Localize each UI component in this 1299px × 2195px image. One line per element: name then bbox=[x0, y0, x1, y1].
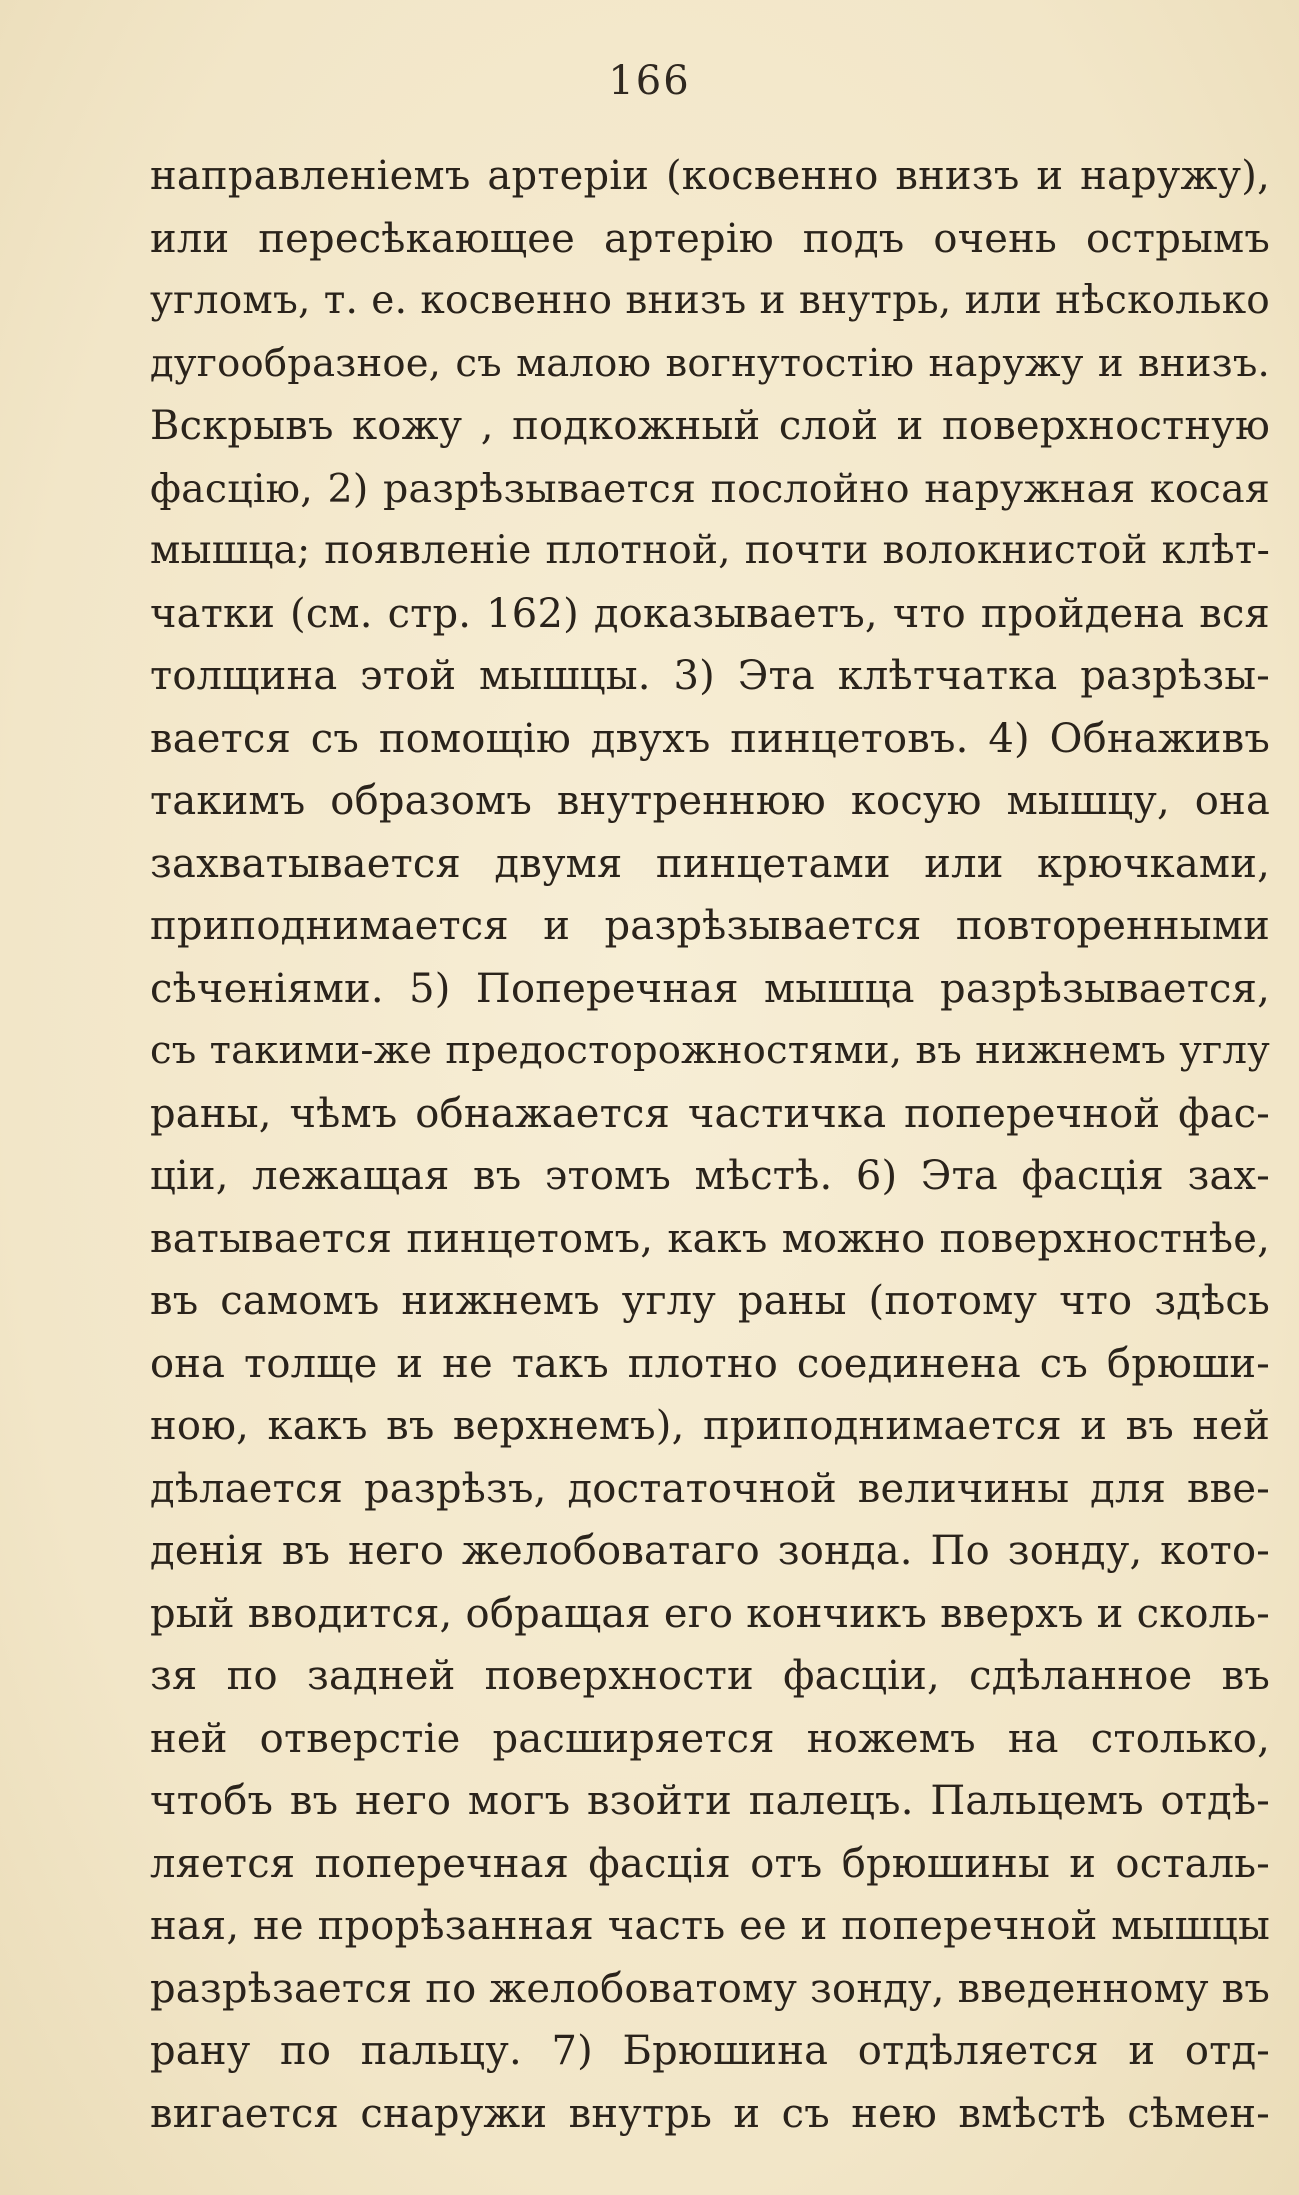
text-line: сѣченіями. 5) Поперечная мышца разрѣзывается, bbox=[150, 965, 1270, 1012]
text-line: въ самомъ нижнемъ углу раны (потому что здѣсь bbox=[150, 1278, 1270, 1324]
text-line: угломъ, т. е. косвенно внизъ и внутрь, или нѣсколько bbox=[150, 278, 1270, 323]
text-line: чтобъ въ него могъ взойти палецъ. Пальцемъ отдѣ- bbox=[150, 1778, 1270, 1824]
text-line: вается съ помощію двухъ пинцетовъ. 4) Обнаживъ bbox=[150, 715, 1270, 762]
text-line: или пересѣкающее артерію подъ очень острымъ bbox=[150, 215, 1270, 262]
text-line: ватывается пинцетомъ, какъ можно поверхностнѣе, bbox=[150, 1215, 1270, 1262]
text-line: раны, чѣмъ обнажается частичка поперечной фас- bbox=[150, 1090, 1270, 1137]
text-line: дѣлается разрѣзъ, достаточной величины для вве- bbox=[150, 1465, 1270, 1512]
text-line: дугообразное, съ малою вогнутостію наружу и внизъ. bbox=[150, 340, 1270, 386]
text-line: ціи, лежащая въ этомъ мѣстѣ. 6) Эта фасція зах- bbox=[150, 1153, 1270, 1199]
text-line: она толще и не такъ плотно соединена съ брюши- bbox=[150, 1340, 1270, 1387]
text-line: ляется поперечная фасція отъ брюшины и осталь- bbox=[150, 1840, 1270, 1887]
page-number: 166 bbox=[608, 58, 691, 104]
text-line: направленіемъ артеріи (косвенно внизъ и наружу), bbox=[150, 153, 1270, 199]
text-line: Вскрывъ кожу , подкожный слой и поверхностную bbox=[150, 403, 1270, 449]
text-line: мышца; появленіе плотной, почти волокнистой клѣт- bbox=[150, 528, 1270, 573]
text-line: толщина этой мышцы. 3) Эта клѣтчатка разрѣзы- bbox=[150, 653, 1270, 699]
text-line: ней отверстіе расширяется ножемъ на столько, bbox=[150, 1715, 1270, 1762]
text-line: чатки (см. стр. 162) доказываетъ, что пройдена вся bbox=[150, 590, 1270, 637]
text-line: приподнимается и разрѣзывается повторенными bbox=[150, 903, 1270, 949]
text-line: захватывается двумя пинцетами или крючками, bbox=[150, 840, 1270, 887]
text-line: разрѣзается по желобоватому зонду, введенному въ bbox=[150, 1965, 1270, 2012]
text-line: вигается снаружи внутрь и съ нею вмѣстѣ сѣмен- bbox=[150, 2090, 1270, 2137]
text-line: рану по пальцу. 7) Брюшина отдѣляется и отд- bbox=[150, 2028, 1270, 2074]
text-line: ною, какъ въ верхнемъ), приподнимается и въ ней bbox=[150, 1403, 1270, 1449]
text-line: такимъ образомъ внутреннюю косую мышцу, она bbox=[150, 778, 1270, 824]
text-line: денія въ него желобоватаго зонда. По зонду, кото- bbox=[150, 1528, 1270, 1574]
body-text bbox=[150, 145, 1270, 2145]
text-line: рый вводится, обращая его кончикъ вверхъ и сколь- bbox=[150, 1590, 1270, 1637]
text-line: ная, не прорѣзанная часть ее и поперечной мышцы bbox=[150, 1903, 1270, 1949]
text-line: съ такими-же предосторожностями, въ нижнемъ углу bbox=[150, 1028, 1270, 1073]
text-line: зя по задней поверхности фасціи, сдѣланное въ bbox=[150, 1653, 1270, 1699]
text-line: фасцію, 2) разрѣзывается послойно наружная косая bbox=[150, 465, 1270, 512]
